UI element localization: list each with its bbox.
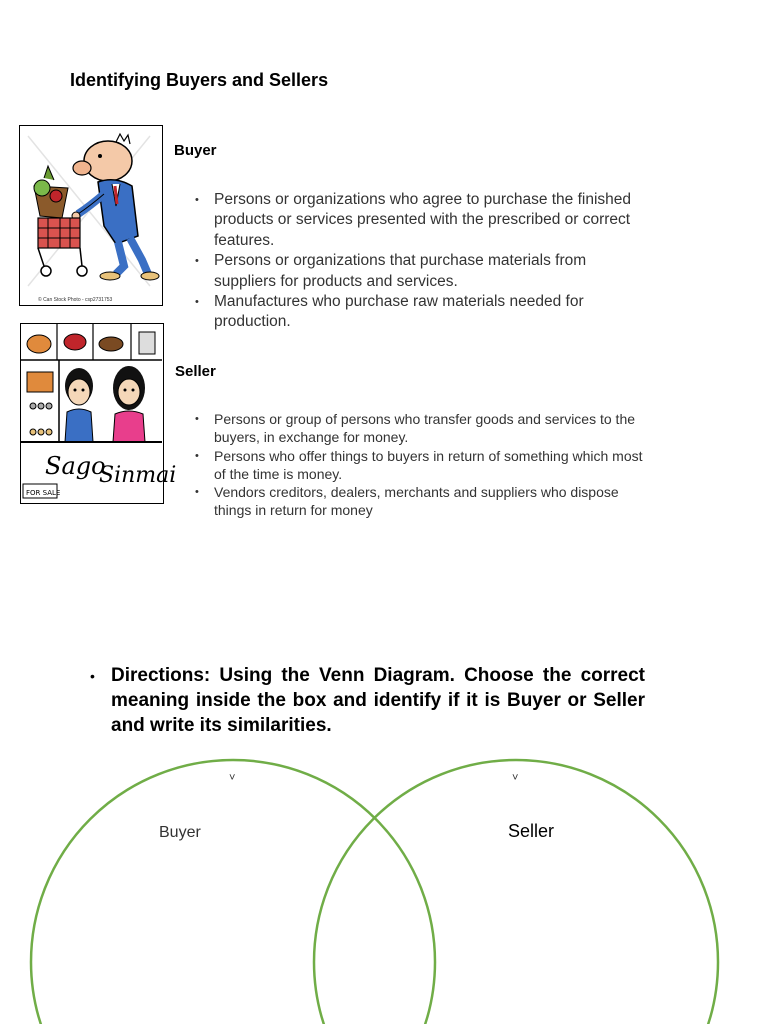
shopper-with-cart-image bbox=[20, 126, 161, 304]
tick-mark: ˅ bbox=[229, 772, 236, 784]
seller-illustration bbox=[20, 323, 177, 504]
image-caption: © Can Stock Photo - csp2731753 bbox=[38, 297, 113, 303]
buyer-illustration bbox=[19, 125, 163, 306]
venn-left-circle bbox=[31, 760, 435, 1024]
list-item: • Vendors creditors, dealers, merchants and suppliers who dispose things in return for money bbox=[195, 483, 645, 520]
list-item: • Manufactures who purchase raw materials needed for production. bbox=[195, 292, 645, 333]
list-item: • Persons or group of persons who transfer goods and services to the buyers, in exchange for money. bbox=[195, 410, 645, 447]
seller-points bbox=[195, 410, 645, 520]
directions-paragraph bbox=[90, 663, 645, 738]
bullet-icon: • bbox=[90, 668, 95, 684]
buyer-points bbox=[195, 190, 645, 333]
page-title: Identifying Buyers and Sellers bbox=[70, 70, 329, 90]
venn-diagram bbox=[0, 760, 768, 1024]
seller-heading: Seller bbox=[175, 363, 216, 380]
svg-text:Sinmai: Sinmai bbox=[99, 463, 177, 488]
tick-mark: ˅ bbox=[512, 772, 519, 784]
directions-text: Directions: Using the Venn Diagram. Choose the correct meaning inside the box and identify if it is Buyer or Seller and write its similarities. bbox=[111, 665, 645, 736]
venn-buyer-label: Buyer bbox=[159, 824, 201, 841]
list-item: • Persons who offer things to buyers in return of something which most of the time is money. bbox=[195, 447, 645, 484]
venn-seller-label: Seller bbox=[508, 821, 555, 841]
venn-right-circle bbox=[314, 760, 718, 1024]
list-item: • Persons or organizations that purchase materials from suppliers for products and services. bbox=[195, 251, 645, 292]
store-vendors-image bbox=[21, 324, 177, 502]
svg-text:Sago: Sago bbox=[45, 452, 106, 480]
list-item: • Persons or organizations who agree to purchase the finished products or services presented with the prescribed or correct features. bbox=[195, 190, 645, 251]
for-sale-tag: FOR SALE bbox=[26, 489, 61, 497]
buyer-heading: Buyer bbox=[174, 142, 217, 159]
